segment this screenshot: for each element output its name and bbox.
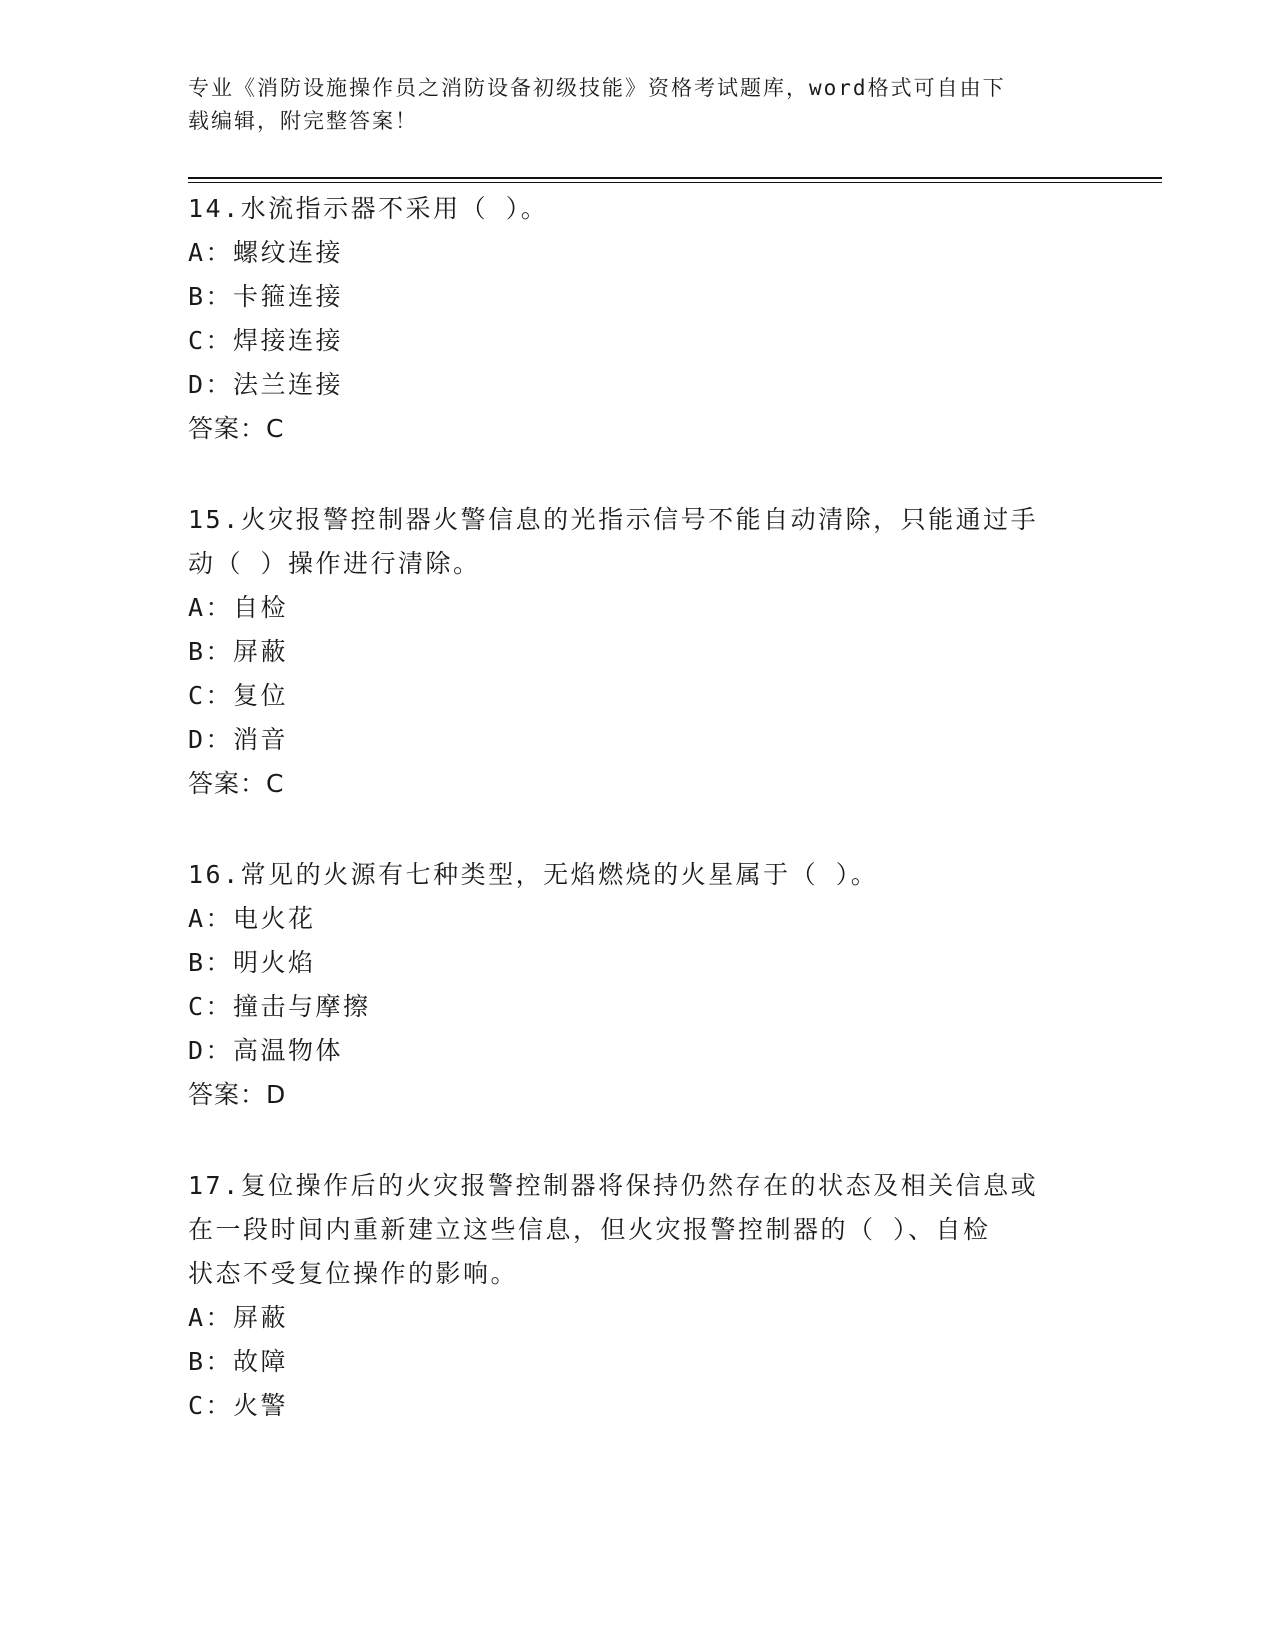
question-14-option-c: C：焊接连接 xyxy=(188,326,344,355)
question-16-option-b: B：明火焰 xyxy=(188,948,316,977)
question-14-stem: 14.水流指示器不采用（ ）。 xyxy=(188,194,549,223)
question-17-option-a: A：屏蔽 xyxy=(188,1303,289,1332)
header-line-2: 载编辑，附完整答案！ xyxy=(188,109,418,133)
header-line-1: 专业《消防设施操作员之消防设备初级技能》资格考试题库，word格式可自由下 xyxy=(188,76,1006,100)
question-15-option-a: A：自检 xyxy=(188,593,289,622)
question-17-option-c: C：火警 xyxy=(188,1391,289,1420)
question-14-answer: 答案：C xyxy=(188,414,285,443)
question-16-option-c: C：撞击与摩擦 xyxy=(188,992,371,1021)
question-15-option-d: D：消音 xyxy=(188,725,289,754)
question-17-option-b: B：故障 xyxy=(188,1347,289,1376)
question-14-option-a: A：螺纹连接 xyxy=(188,238,344,267)
question-15-stem-line-2: 动（ ）操作进行清除。 xyxy=(188,549,481,578)
question-16-answer: 答案：D xyxy=(188,1080,287,1109)
question-14-option-b: B：卡箍连接 xyxy=(188,282,344,311)
question-16-option-a: A：电火花 xyxy=(188,904,316,933)
question-17-stem-line-2: 在一段时间内重新建立这些信息，但火灾报警控制器的（ ）、自检 xyxy=(188,1215,991,1244)
question-14-option-d: D：法兰连接 xyxy=(188,370,344,399)
question-15-option-b: B：屏蔽 xyxy=(188,637,289,666)
question-16-option-d: D：高温物体 xyxy=(188,1036,344,1065)
question-17-stem-line-3: 状态不受复位操作的影响。 xyxy=(188,1259,519,1288)
document-header xyxy=(188,72,1088,138)
header-divider-thick xyxy=(188,177,1162,179)
question-17-stem-line-1: 17.复位操作后的火灾报警控制器将保持仍然存在的状态及相关信息或 xyxy=(188,1171,1039,1200)
question-15-option-c: C：复位 xyxy=(188,681,289,710)
question-16-stem: 16.常见的火源有七种类型，无焰燃烧的火星属于（ ）。 xyxy=(188,860,879,889)
question-15-answer: 答案：C xyxy=(188,769,285,798)
header-divider-thin xyxy=(188,182,1162,183)
question-15-stem-line-1: 15.火灾报警控制器火警信息的光指示信号不能自动清除，只能通过手 xyxy=(188,505,1039,534)
